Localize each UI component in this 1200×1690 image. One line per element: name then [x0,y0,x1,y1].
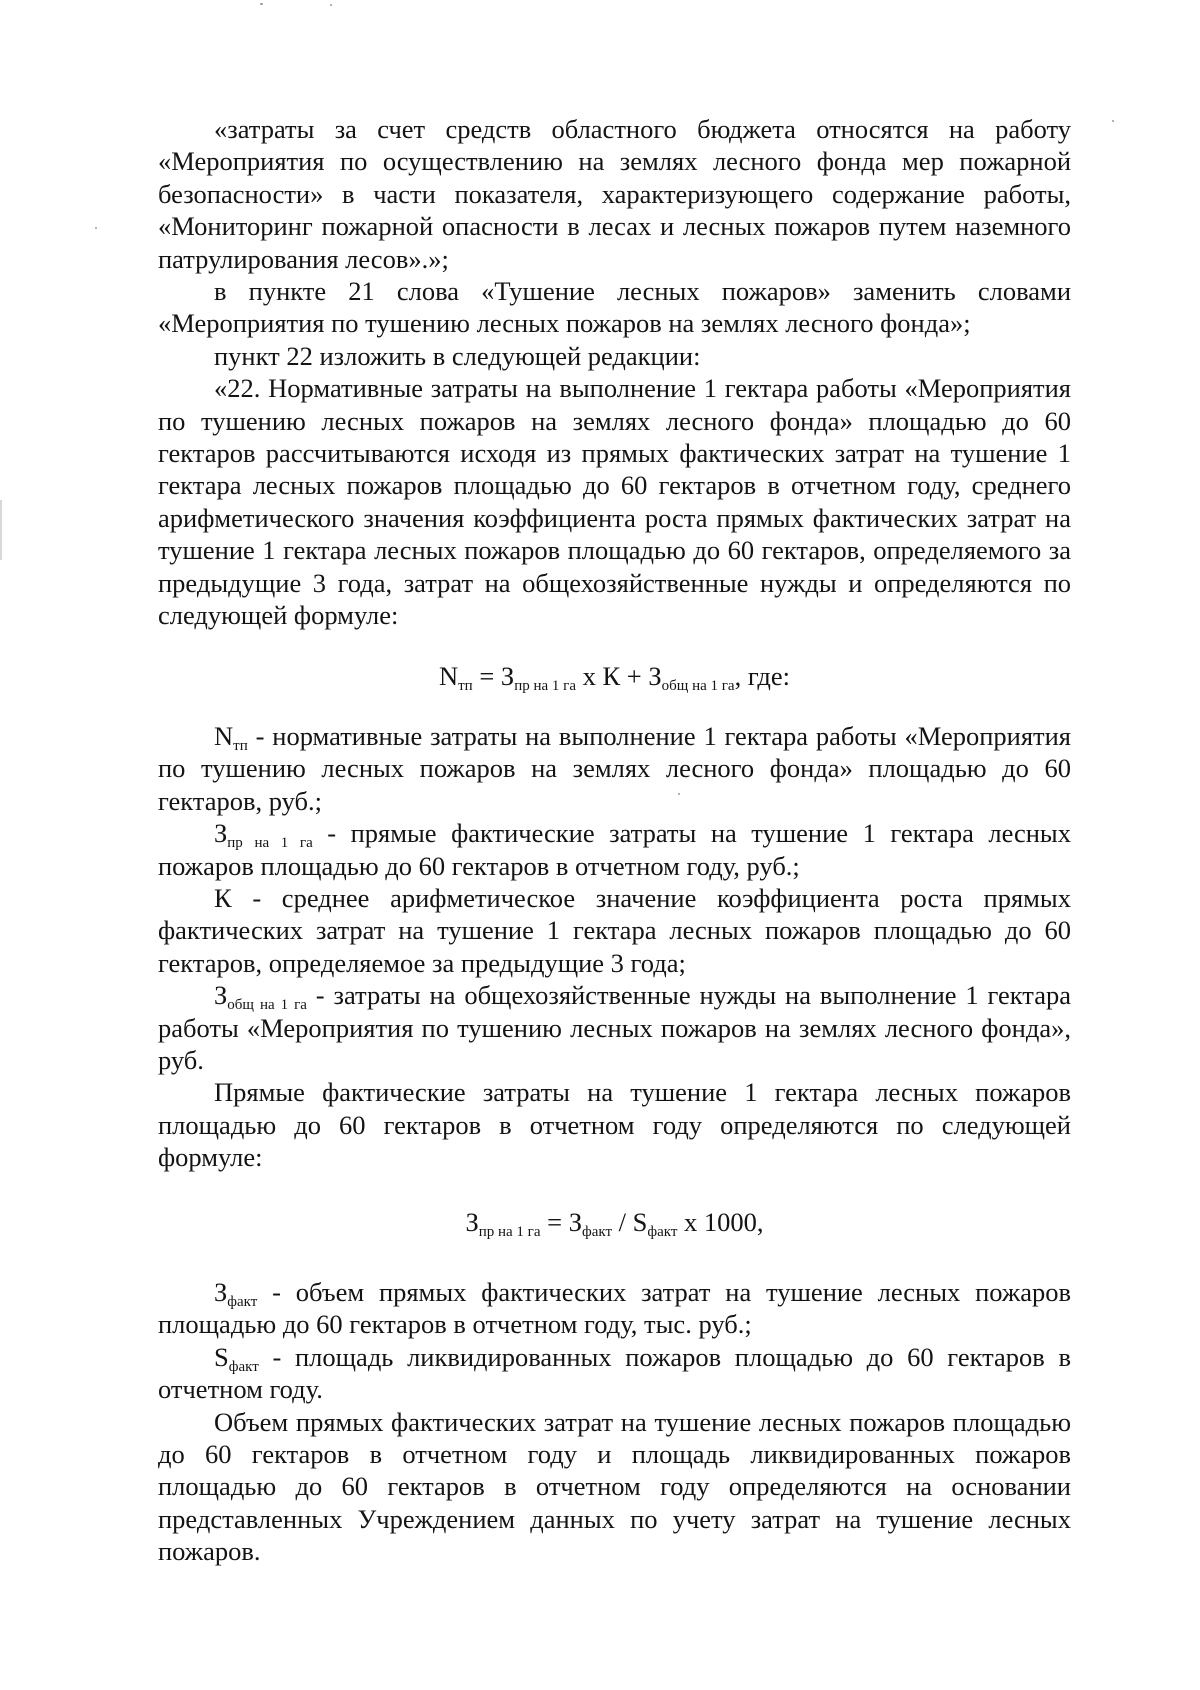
formula-times-k-plus: х К + [575,660,649,691]
formula-ntp-subscript: тп [458,677,473,694]
definition-zobsh-term [214,980,307,1014]
definition-sfakt-term [214,1341,259,1375]
formula-ntp-symbol: N [438,660,459,691]
scan-speck [95,227,97,229]
scan-speck [678,793,680,795]
definition-ntp [158,720,1071,817]
definition-ntp-text: - нормативные затраты на выполнение 1 гектара работы «Мероприятия по тушению лесных пожаров на землях лесного фонда» площадью до 60 гектаров, руб.; [158,720,1071,816]
definition-sfakt-subscript: факт [228,1358,259,1375]
definition-zfakt-term [214,1277,258,1310]
paragraph-data-source: Объем прямых фактических затрат на тушение лесных пожаров площадью до 60 гектаров в отчетном году и площадь ликвидированных пожаров площадью до 60 гектаров в отчетном году определяются на основании представленных Учреждением данных по учету затрат на тушение лесных пожаров. [158,1406,1071,1567]
formula-normative-costs [158,660,1071,692]
scan-speck [260,3,263,5]
formula2-zpr-subscript: пр на 1 га [478,1223,541,1240]
paragraph-budget-costs: «затраты за счет средств областного бюджета относятся на работу «Мероприятия по осуществлению на землях лесного фонда мер пожарной безопасности» в части показателя, характеризующего содержание работы, «Мониторинг пожарной опасности в лесах и лесных пожаров путем наземного патрулирования лесов».»; [158,114,1071,274]
definition-zfakt-subscript: факт [227,1294,258,1310]
formula2-zpr-symbol: З [465,1206,479,1237]
scan-speck [1112,120,1114,122]
definition-zfakt [158,1276,1071,1341]
paragraph-item-22-text: «22. Нормативные затраты на выполнение 1 гектара работы «Мероприятия по тушению лесных пожаров на землях лесного фонда» площадью до 60 гектаров рассчитываются исходя из прямых фактических затрат на тушение 1 гектара лесных пожаров площадью до 60 гектаров в отчетном году, среднего арифметического значения коэффициента роста прямых фактических затрат на тушение 1 гектара лесных пожаров площадью до 60 гектаров, определяемого за предыдущие 3 года, затрат на общехозяйственные нужды и определяются по следующей формуле: [158,373,1071,631]
definition-k: К - среднее арифметическое значение коэффициента роста прямых фактических затрат на тушение 1 гектара лесных пожаров площадью до 60 гектаров, определяемое за предыдущие 3 года; [158,882,1071,978]
definition-ntp-symbol: N [214,720,234,751]
definition-zpr-symbol: З [214,818,228,849]
definition-zpr-subscript: пр на 1 га [227,835,313,852]
scan-edge-mark [0,500,2,560]
formula2-zfakt-subscript: факт [581,1223,613,1240]
formula-zobsh-subscript: общ на 1 га [661,677,735,694]
formula2-sfakt-symbol: S [632,1206,648,1237]
definition-ntp-subscript: тп [233,737,248,754]
scan-speck [330,4,332,6]
definition-sfakt-text: - площадь ликвидированных пожаров площадью до 60 гектаров в отчетном году. [158,1341,1071,1405]
formula2-times-1000: х 1000, [677,1206,764,1237]
formula2-divide: / [612,1206,633,1237]
paragraph-direct-costs-intro: Прямые фактические затраты на тушение 1 гектара лесных пожаров площадью до 60 гектаров в отчетном году определяются по следующей формуле: [158,1077,1071,1173]
formula2-sfakt-subscript: факт [647,1223,678,1240]
definition-zfakt-text: - объем прямых фактических затрат на тушение лесных пожаров площадью до 60 гектаров в отчетном году, тыс. руб.; [158,1277,1071,1340]
formula-direct-costs [158,1206,1071,1238]
formula-equals: = [472,660,501,691]
formula-zobsh-symbol: З [648,660,662,691]
definition-zobsh-text: - затраты на общехозяйственные нужды на выполнение 1 гектара работы «Мероприятия по тушению лесных пожаров на землях лесного фонда», руб. [158,980,1071,1075]
definition-zobsh-symbol: З [214,980,228,1011]
definition-zfakt-symbol: З [214,1277,228,1307]
formula2-zfakt-symbol: З [568,1206,582,1237]
formula2-equals: = [540,1206,569,1237]
paragraph-item-22-intro: пункт 22 изложить в следующей редакции: [214,340,701,371]
formula-where: , где: [734,660,790,691]
definition-zpr [158,817,1071,882]
formula-zpr-symbol: З [500,660,515,691]
definition-zpr-text: - прямые фактические затраты на тушение 1 гектара лесных пожаров площадью до 60 гектаров в отчетном году, руб.; [158,818,1071,881]
definition-zobsh [158,979,1071,1076]
definition-zobsh-subscript: общ на 1 га [227,997,307,1014]
document-page [158,113,1071,1568]
definition-zpr-term [214,818,313,852]
definition-sfakt-symbol: S [214,1341,229,1372]
paragraph-item-21-amendment: в пункте 21 слова «Тушение лесных пожаров» заменить словами «Мероприятия по тушению лесных пожаров на землях лесного фонда»; [158,276,1071,339]
formula-zpr-subscript: пр на 1 га [514,677,576,694]
definition-sfakt [158,1341,1071,1406]
definition-ntp-term [214,720,248,754]
